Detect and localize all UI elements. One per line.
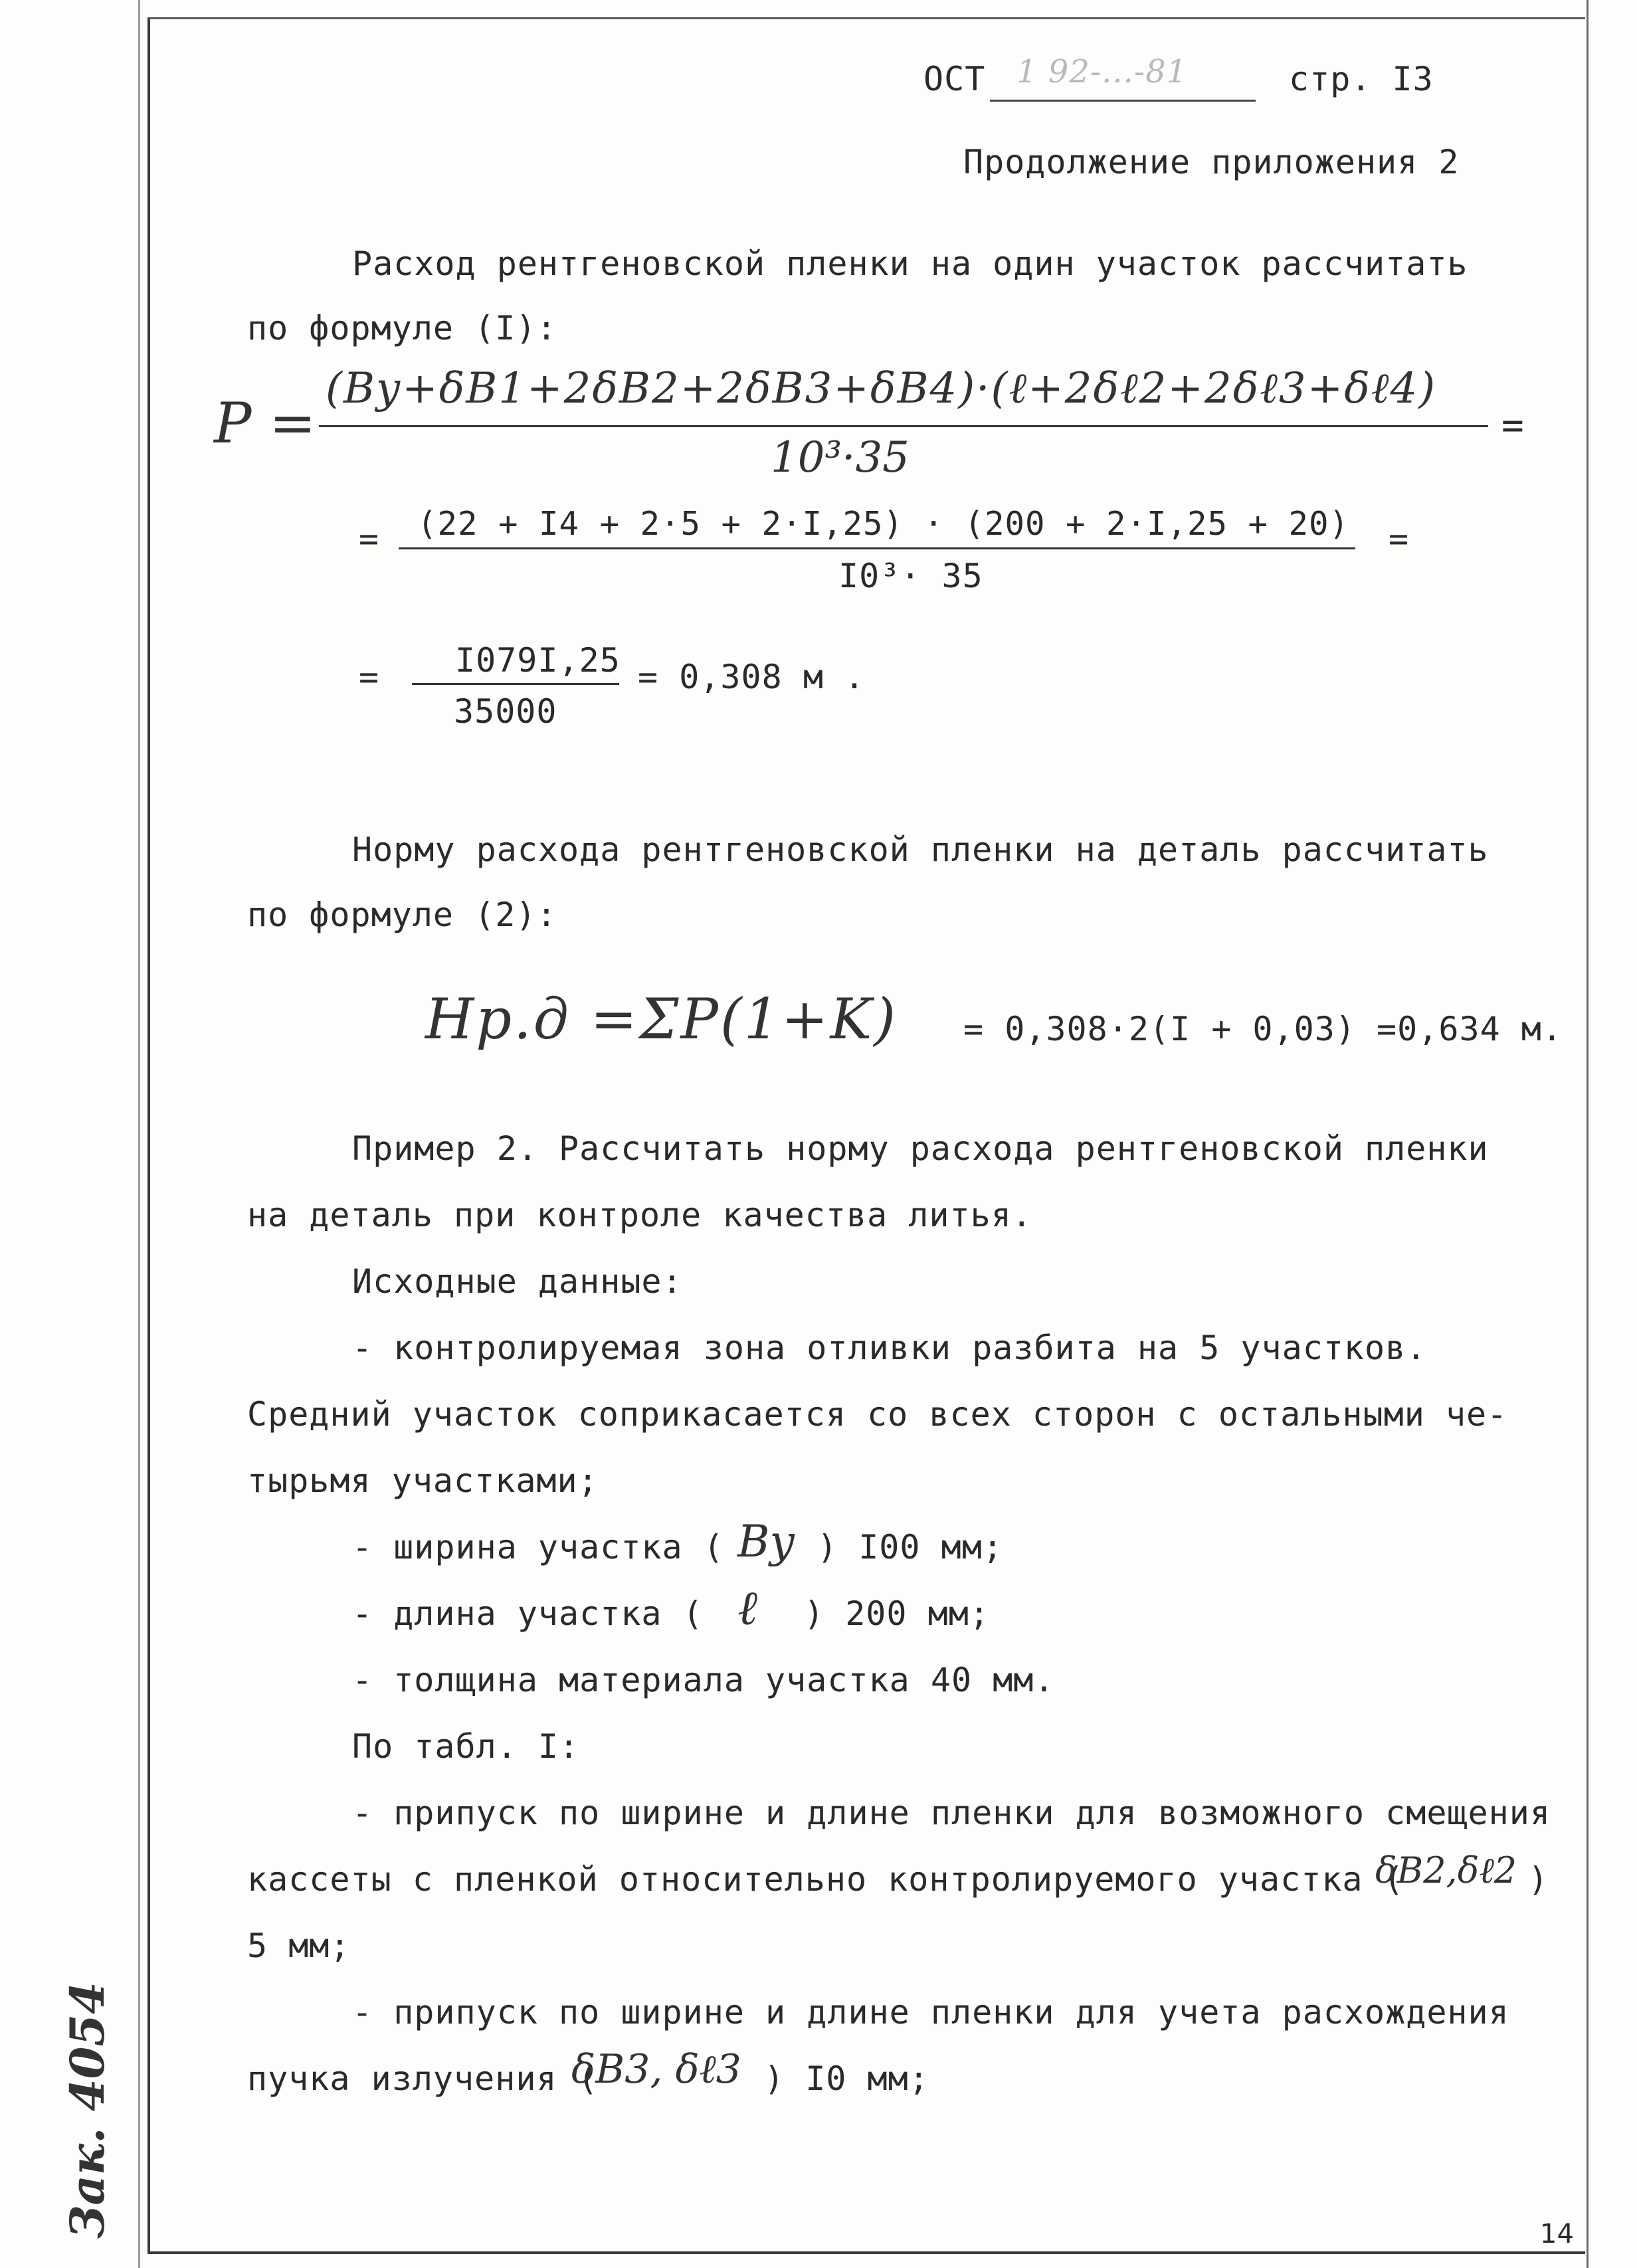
section2-line1: Норму расхода рентгеновской пленки на деталь рассчитать [352, 830, 1489, 869]
result-prefix: = [359, 658, 380, 696]
item1-line-c: тырьмя участками; [247, 1462, 599, 1500]
thickness-line: - толщина материала участка 40 мм. [352, 1661, 1055, 1699]
allowance2-line-a: - припуск по ширине и длине пленки для учета расхождения [352, 1993, 1509, 2032]
calc-denominator: I0³· 35 [838, 557, 983, 595]
calc-suffix: = [1389, 520, 1410, 558]
margin-order-note: Зак. 4054 [60, 1982, 115, 2239]
allowance2-line-b: пучка излучения ( [247, 2059, 599, 2098]
formula2-value: = 0,308·2(I + 0,03) =0,634 м. [963, 1010, 1563, 1048]
allowance1-line-c: 5 мм; [247, 1927, 351, 1965]
page-number: 14 [1540, 2219, 1574, 2249]
width-suffix: ) I00 мм; [817, 1528, 1003, 1566]
result-value: = 0,308 м . [638, 658, 866, 696]
example-line2: на деталь при контроле качества литья. [247, 1196, 1032, 1234]
table-reference: По табл. I: [352, 1727, 580, 1766]
allowance1-line-a: - припуск по ширине и длине пленки для возможного смещения [352, 1794, 1551, 1832]
width-prefix: - ширина участка ( [352, 1528, 724, 1566]
page-label: стр. I3 [1289, 60, 1434, 98]
example-line1: Пример 2. Рассчитать норму расхода рентгеновской пленки [352, 1129, 1489, 1168]
ost-label: ОСТ [923, 60, 986, 98]
formula1-equals: = [1501, 404, 1525, 447]
formula2-handwritten: Нр.д =ΣP(1+K) [425, 987, 898, 1052]
formula1-numerator: (Bу+δB1+2δB2+2δB3+δB4)·(ℓ+2δℓ2+2δℓ3+δℓ4) [326, 364, 1437, 413]
result-fraction-bar [412, 683, 619, 685]
formula1-lhs: P = [214, 391, 316, 456]
formula1-fraction-bar [319, 425, 1488, 427]
length-symbol: ℓ [737, 1580, 757, 1636]
section1-line2: по формуле (I): [247, 309, 557, 347]
length-prefix: - длина участка ( [352, 1594, 704, 1633]
result-numerator: I079I,25 [455, 641, 621, 680]
allowance2-symbol: δB3, δℓ3 [571, 2046, 741, 2093]
section2-line2: по формуле (2): [247, 896, 557, 934]
calc-fraction-bar [399, 547, 1355, 549]
section1-line1: Расход рентгеновской пленки на один участок рассчитать [352, 244, 1468, 283]
result-denominator: 35000 [454, 692, 557, 731]
item1-line-a: - контролируемая зона отливки разбита на 5 участков. [352, 1329, 1427, 1367]
allowance1-line-b: кассеты с пленкой относительно контролируемого участка ( [247, 1860, 1404, 1899]
source-data-label: Исходные данные: [352, 1262, 683, 1301]
margin-line [138, 0, 140, 2268]
width-symbol: Bу [737, 1516, 795, 1567]
continuation-title: Продолжение приложения 2 [963, 143, 1460, 181]
item1-line-b: Средний участок соприкасается со всех сторон с остальными че- [247, 1395, 1508, 1434]
allowance1-close: ) [1528, 1860, 1549, 1899]
calc-prefix: = [359, 520, 380, 558]
calc-numerator: (22 + I4 + 2·5 + 2·I,25) · (200 + 2·I,25 + 20) [417, 505, 1350, 543]
allowance1-symbol: δB2,δℓ2 [1375, 1849, 1517, 1891]
formula1-denominator: 10³·35 [771, 433, 910, 482]
ost-number-faint: 1 92-...-81 [1016, 53, 1188, 90]
allowance2-line-c: ) I0 мм; [764, 2059, 929, 2098]
page-frame-right-edge [1587, 0, 1589, 2268]
length-suffix: ) 200 мм; [804, 1594, 990, 1633]
